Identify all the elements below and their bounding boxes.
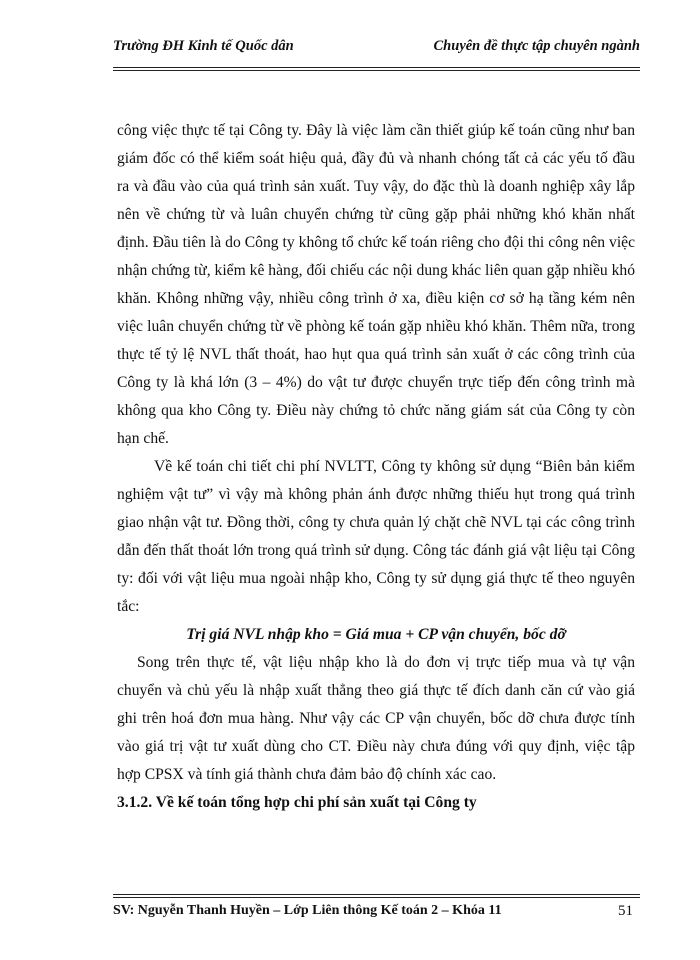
- header-rule-thin: [113, 70, 640, 71]
- paragraph-continuation: công việc thực tế tại Công ty. Đây là việc làm cần thiết giúp kế toán cũng như ban giám đốc có thể kiểm soát hiệu quả, đầy đủ và nhanh chóng tất cả các yếu tố đầu ra và đầu vào của quá trình sản xuất. Tuy vậy, do đặc thù là doanh nghiệp xây lắp nên về chứng từ và luân chuyển chứng từ cũng gặp phải những khó khăn nhất định. Đầu tiên là do Công ty không tổ chức kế toán riêng cho đội thi công nên việc nhận chứng từ, kiểm kê hàng, đối chiếu các nội dung khác liên quan gặp nhiều khó khăn. Không những vậy, nhiều công trình ở xa, điều kiện cơ sở hạ tầng kém nên việc luân chuyển chứng từ về phòng kế toán gặp nhiều khó khăn. Thêm nữa, trong thực tế tỷ lệ NVL thất thoát, hao hụt qua quá trình sản xuất ở các công trình của Công ty là khá lớn (3 – 4%) do vật tư được chuyển trực tiếp đến công trình mà không qua kho Công ty. Điều này chứng tỏ chức năng giám sát của Công ty còn hạn chế.: [117, 122, 635, 447]
- page-header: [113, 38, 640, 55]
- header-document-title: Chuyên đề thực tập chuyên ngành: [433, 38, 640, 54]
- paragraph-material-cost: Về kế toán chi tiết chi phí NVLTT, Công ty không sử dụng “Biên bản kiểm nghiệm vật tư” vì vậy mà không phản ánh được những thiếu hụt trong quá trình giao nhận vật tư. Đồng thời, công ty chưa quản lý chặt chẽ NVL tại các công trình dẫn đến thất thoát lớn trong quá trình sử dụng. Công tác đánh giá vật liệu tại Công ty: đối với vật liệu mua ngoài nhập kho, Công ty sử dụng giá thực tế theo nguyên tắc:: [117, 458, 635, 615]
- page-number: 51: [618, 903, 633, 919]
- page-body: [117, 117, 635, 817]
- footer-student-info: SV: Nguyễn Thanh Huyền – Lớp Liên thông Kế toán 2 – Khóa 11: [113, 903, 502, 918]
- footer-rule-thin: [113, 894, 640, 895]
- page-footer: [113, 903, 633, 920]
- formula-line: Trị giá NVL nhập kho = Giá mua + CP vận chuyển, bốc dỡ: [186, 626, 566, 643]
- section-heading: 3.1.2. Về kế toán tổng hợp chi phí sản xuất tại Công ty: [117, 794, 477, 811]
- footer-rule: [113, 897, 640, 898]
- paragraph-reality: Song trên thực tế, vật liệu nhập kho là do đơn vị trực tiếp mua và tự vận chuyển và chủ yếu là nhập xuất thẳng theo giá thực tế đích danh căn cứ vào giá ghi trên hoá đơn mua hàng. Như vậy các CP vận chuyển, bốc dỡ chưa được tính vào giá trị vật tư xuất dùng cho CT. Điều này chưa đúng với quy định, việc tập hợp CPSX và tính giá thành chưa đảm bảo độ chính xác cao.: [117, 654, 635, 783]
- header-rule: [113, 67, 640, 68]
- header-school-name: Trường ĐH Kinh tế Quốc dân: [113, 38, 294, 54]
